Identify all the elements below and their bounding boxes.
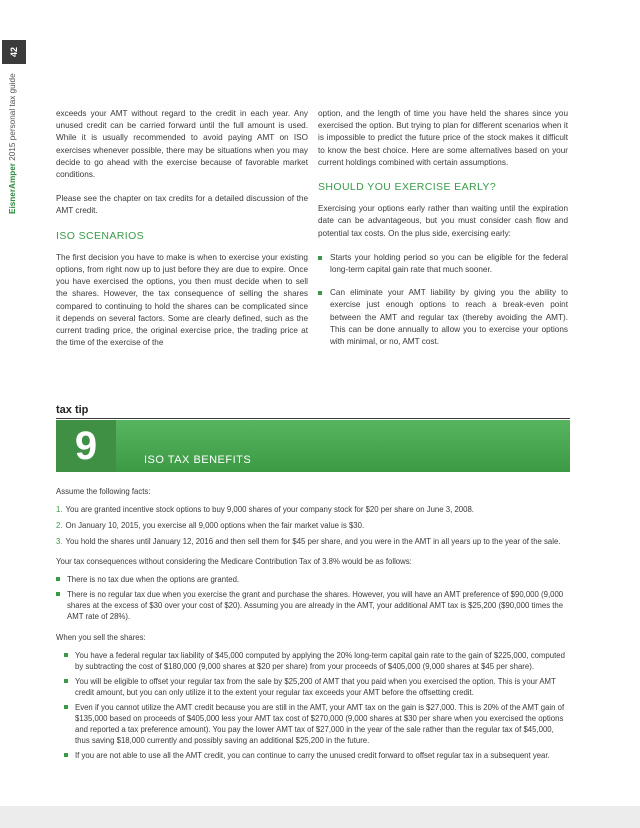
right-paragraph-1: option, and the length of time you have held the shares since you exercised the option. But trying to plan for different scenarios when it is impossible to predict the future price of the stock makes it difficult to know the best choice. Here are some alternatives based on your current holdings combined with certain assumptions. [318,109,568,167]
list-item: You have a federal regular tax liability of $45,000 computed by applying the 20% long-term capital gain rate to the gain of $225,000, computed by subtracting the cost of $180,000 (9,000 shares at $20 per share) from your proceeds of $405,000 (9,000 shares at $45 per share). [64,650,570,672]
sell-intro: When you sell the shares: [56,633,146,642]
fact-number: 3. [56,537,63,546]
bottom-band [0,806,640,828]
list-item: If you are not able to use all the AMT credit, you can continue to carry the unused credit forward to offset regular tax in a subsequent year. [64,750,570,761]
fact-number: 1. [56,505,63,514]
fact-text: You hold the shares until January 12, 2016 and then sell them for $45 per share, and you were in the AMT in all years up to the year of the sale. [65,537,561,546]
list-item: Can eliminate your AMT liability by giving you the ability to exercise just enough options to reach a break-even point between the AMT and regular tax (thereby avoiding the AMT). This can be done annually to allow you to exercise your options with minimal, or no, AMT cost. [318,287,568,348]
tax-tip-rule [56,418,570,419]
list-item: Even if you cannot utilize the AMT credit because you are still in the AMT, your AMT tax on the gain is $27,000. This is 20% of the AMT gain of $135,000 based on proceeds of $405,000 less your AMT tax cost of $270,000 (9,000 shares at $30 per share when you exercised the options and reported a tax preference amount). You pay the lower AMT tax of $27,000 in the year of the sale rather than the regular tax of $45,000, thus saving $18,000 currently and possibly saving an additional $25,200 in the future. [64,702,570,746]
list-item: There is no tax due when the options are granted. [56,574,570,585]
list-item: You will be eligible to offset your regular tax from the sale by $25,200 of AMT that you paid when you exercised the option. This is your AMT credit amount, but you can only utilize it to the extent your regular tax exceeds your AMT before the offsetting credit. [64,676,570,698]
facts-intro: Assume the following facts: [56,487,151,496]
left-paragraph-1: exceeds your AMT without regard to the credit in each year. Any unused credit can be carried forward until the full amount is used. While it is usually recommended to avoid paying AMT on ISO exercises whenever possible, there may be situations when you may decide to go ahead with the exercise because of favorable market conditions. [56,109,308,180]
left-column [56,108,308,361]
page-number-box [2,40,26,64]
guide-title: 2015 personal tax guide [8,73,17,164]
side-guide-title [8,73,17,214]
fact-text: You are granted incentive stock options to buy 9,000 shares of your company stock for $20 per share on June 3, 2008. [65,505,474,514]
facts-list [56,504,570,547]
list-item [56,504,570,515]
left-paragraph-2: Please see the chapter on tax credits for a detailed discussion of the AMT credit. [56,194,308,216]
tax-tip-banner [56,420,570,472]
list-item: There is no regular tax due when you exercise the grant and purchase the shares. However, you will have an AMT preference of $90,000 (9,000 shares at the excess of $30 over your cost of $20). Assuming you are already in the AMT, your additional AMT tax is $25,200 ($90,000 times the AMT rate of 28%). [56,589,570,622]
left-paragraph-3: The first decision you have to make is when to exercise your existing options, from right now up to just before they are due to expire. Once you have exercised the options, you then must decide when to sell the shares. However, the tax consequence of selling the shares compared to continuing to hold the shares can be complicated since it depends on several factors. Some are clearly defined, such as the current trading price, the original exercise price, the trading price at the time of the exercise of the [56,252,308,348]
fact-text: On January 10, 2015, you exercise all 9,000 options when the fair market value is $30. [65,521,365,530]
tax-tip-number: 9 [74,424,98,468]
tax-tip-number-box [56,420,116,472]
early-exercise-bullets [318,252,568,348]
brand-name: EisnerAmper [8,163,17,214]
right-paragraph-2: Exercising your options early rather than waiting until the expiration date can be advantageous, but you must consider cash flow and potential tax costs. On the plus side, exercising early: [318,204,568,238]
list-item [56,536,570,547]
list-item: Starts your holding period so you can be eligible for the federal long-term capital gain rate that much sooner. [318,252,568,276]
fact-number: 2. [56,521,63,530]
consequences-list [56,574,570,622]
right-column [318,108,568,359]
exercise-early-heading: SHOULD YOU EXERCISE EARLY? [318,181,497,194]
tax-tip-label: tax tip [56,404,89,416]
iso-scenarios-heading: ISO SCENARIOS [56,229,145,242]
consequences-intro: Your tax consequences without considering the Medicare Contribution Tax of 3.8% would be as follows: [56,557,412,566]
page-number: 42 [8,46,19,58]
tax-tip-body [56,486,570,771]
tax-tip-title: ISO TAX BENEFITS [144,454,252,466]
list-item [56,520,570,531]
sell-list [56,650,570,761]
